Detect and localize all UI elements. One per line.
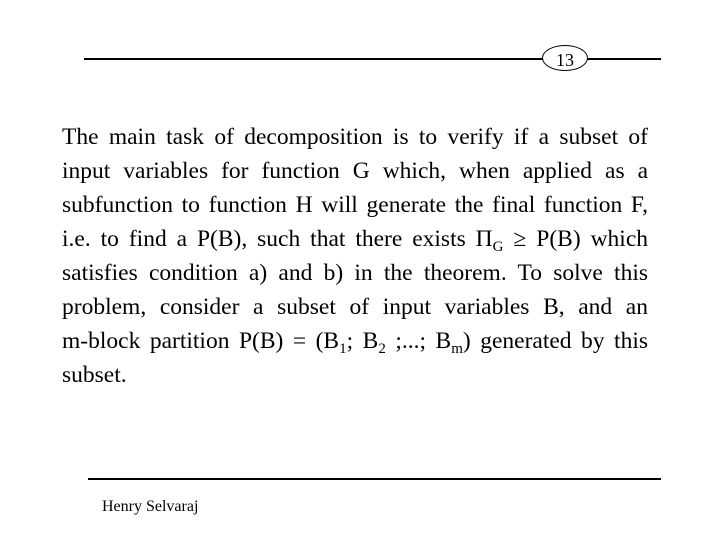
paragraph-text: ) generated by this subset. <box>62 328 648 388</box>
author-name: Henry Selvaraj <box>102 498 199 515</box>
subscript-g: G <box>492 239 504 255</box>
subscript-2: 2 <box>378 341 386 357</box>
subscript-m: m <box>451 341 463 357</box>
paragraph-text: ; B <box>346 328 379 354</box>
paragraph-text: The main task of decomposition is to verify if a subset of input variables for function G which, when applied as a subfunction to function H will generate the final function F, i.e. to find a P(B), such that there exists Π <box>62 124 648 252</box>
footer-rule <box>88 478 661 480</box>
main-paragraph <box>62 120 648 392</box>
subscript-1: 1 <box>339 341 347 357</box>
page-number: 13 <box>542 45 588 71</box>
paragraph-text: ;...; B <box>385 328 452 354</box>
paragraph-text: ≥ P(B) which satisfies condition a) and b) in the theorem. To solve this problem, consider a subset of input variables B, and an m‑block partition P(B) = (B <box>62 226 648 354</box>
